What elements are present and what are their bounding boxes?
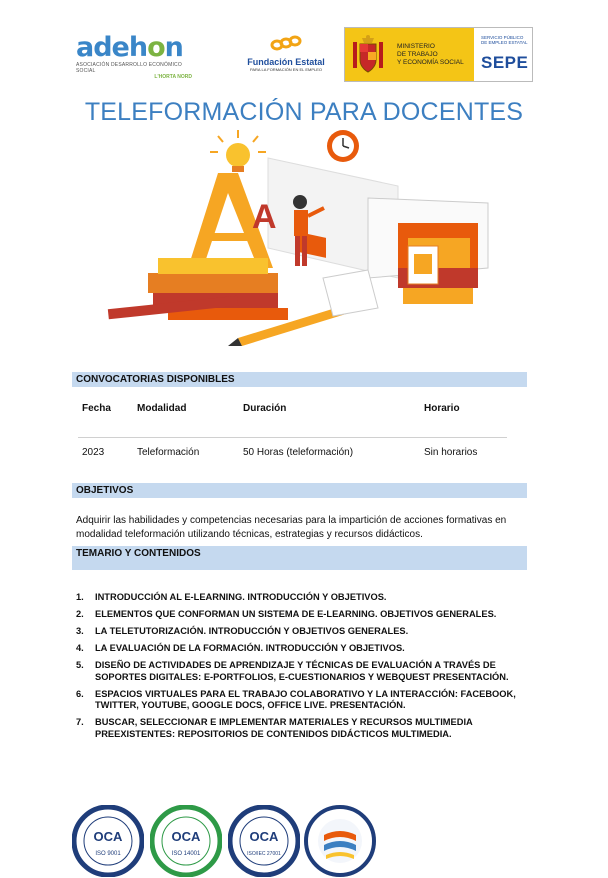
- col-modalidad: Modalidad: [137, 403, 187, 414]
- sepe-panel: [475, 28, 532, 81]
- list-item: [76, 660, 536, 683]
- objetivos-text: Adquirir las habilidades y competencias necesarias para la impartición de acciones formativas en modalidad teleformación utilizando técnicas, estrategias y recursos didácticos.: [76, 515, 507, 540]
- iso-14001-badge-icon: [150, 805, 222, 877]
- topic-number: 5.: [76, 660, 84, 670]
- topic-text: ELEMENTOS QUE CONFORMAN UN SISTEMA DE E-LEARNING. OBJETIVOS GENERALES.: [95, 609, 497, 619]
- person-icon: [293, 195, 307, 209]
- badge-mark: OCA: [171, 829, 201, 844]
- ministerio-name: [397, 43, 464, 67]
- topic-number: 2.: [76, 609, 84, 619]
- adehon-region: L'HORTA NORD: [154, 74, 192, 80]
- list-item: [76, 592, 536, 604]
- sepe-name: SEPE: [481, 53, 529, 72]
- fundacion-subtitle: PARA LA FORMACIÓN EN EL EMPLEO: [249, 67, 323, 72]
- topic-text: ESPACIOS VIRTUALES PARA EL TRABAJO COLABORATIVO Y LA INTERACCIÓN: FACEBOOK, TWITTER, YOUTUBE, GOOGLE DOCS, OFFICE LIVE. PRESENTACIÓN.: [95, 688, 516, 710]
- temario-heading: TEMARIO Y CONTENIDOS: [72, 546, 527, 570]
- cell-duracion: 50 Horas (teleformación): [243, 447, 354, 458]
- table-divider: [78, 437, 507, 438]
- topic-text: LA TELETUTORIZACIÓN. INTRODUCCIÓN Y OBJETIVOS GENERALES.: [95, 626, 409, 636]
- equality-badge-icon: [304, 805, 376, 877]
- fundacion-name: Fundación Estatal: [247, 57, 325, 67]
- objetivos-heading: OBJETIVOS: [72, 483, 527, 498]
- sepe-small-2: DE EMPLEO ESTATAL: [481, 40, 528, 45]
- ministerio-panel: [345, 28, 474, 81]
- book-stack-icon: [148, 273, 278, 293]
- cell-horario: Sin horarios: [424, 447, 478, 458]
- list-item: [76, 717, 536, 740]
- convocatorias-heading: CONVOCATORIAS DISPONIBLES: [72, 372, 527, 387]
- topic-number: 7.: [76, 717, 84, 727]
- list-item: [76, 643, 536, 655]
- topic-text: DISEÑO DE ACTIVIDADES DE APRENDIZAJE Y TÉCNICAS DE EVALUACIÓN A TRAVÉS DE SOPORTES DIGITALES: E-PORTFOLIOS, E-CUESTIONARIOS Y WEBQUEST PRESENTACIÓN.: [95, 660, 509, 682]
- cell-modalidad: Teleformación: [137, 447, 200, 458]
- ministerio-sepe-logo: [344, 27, 533, 82]
- adehon-brand-c: n: [164, 32, 183, 63]
- topic-text: INTRODUCCIÓN AL E-LEARNING. INTRODUCCIÓN Y OBJETIVOS.: [95, 592, 387, 602]
- list-item: [76, 626, 536, 638]
- topic-number: 4.: [76, 643, 84, 653]
- coat-of-arms-icon: [351, 34, 385, 76]
- ministerio-line-3: Y ECONOMÍA SOCIAL: [397, 59, 464, 66]
- iso-9001-badge-icon: [72, 805, 144, 877]
- topic-number: 1.: [76, 592, 84, 602]
- temario-list: [76, 592, 536, 746]
- badge-mark: OCA: [93, 829, 123, 844]
- topic-number: 3.: [76, 626, 84, 636]
- topic-text: BUSCAR, SELECCIONAR E IMPLEMENTAR MATERIALES Y RECURSOS MULTIMEDIA PREEXISTENTES: REPOSITORIOS DE CONTENIDOS DIDÁCTICOS MULTIMEDIA.: [95, 717, 473, 739]
- adehon-subtitle: ASOCIACIÓN DESARROLLO ECONÓMICO SOCIAL: [76, 62, 182, 74]
- page-title: TELEFORMACIÓN PARA DOCENTES: [84, 98, 524, 126]
- badge-standard: ISO/IEC 27001: [247, 851, 281, 857]
- badge-standard: ISO 9001: [95, 851, 121, 857]
- fundacion-mark-icon: [269, 34, 303, 52]
- cell-fecha: 2023: [82, 447, 105, 458]
- fundacion-estatal-logo: [244, 34, 328, 78]
- sepe-subtitle: [481, 35, 531, 45]
- ministerio-line-1: MINISTERIO: [397, 43, 435, 50]
- list-item: [76, 609, 536, 621]
- ministerio-line-2: DE TRABAJO: [397, 51, 438, 58]
- col-duracion: Duración: [243, 403, 287, 414]
- badge-mark: OCA: [249, 829, 279, 844]
- sepe-small-1: SERVICIO PÚBLICO: [481, 35, 524, 40]
- list-item: [76, 689, 536, 712]
- badge-standard: ISO 14001: [171, 851, 201, 857]
- adehon-brand-a: adeh: [76, 32, 148, 63]
- adehon-logo: [76, 34, 192, 80]
- iso-27001-badge-icon: [228, 805, 300, 877]
- col-fecha: Fecha: [82, 403, 111, 414]
- hero-letter: A: [252, 198, 277, 236]
- hero-illustration: [68, 128, 524, 350]
- adehon-brand-b: o: [147, 32, 165, 63]
- topic-text: LA EVALUACIÓN DE LA FORMACIÓN. INTRODUCCIÓN Y OBJETIVOS.: [95, 643, 405, 653]
- col-horario: Horario: [424, 403, 460, 414]
- light-bulb-icon: [226, 143, 250, 167]
- topic-number: 6.: [76, 688, 84, 699]
